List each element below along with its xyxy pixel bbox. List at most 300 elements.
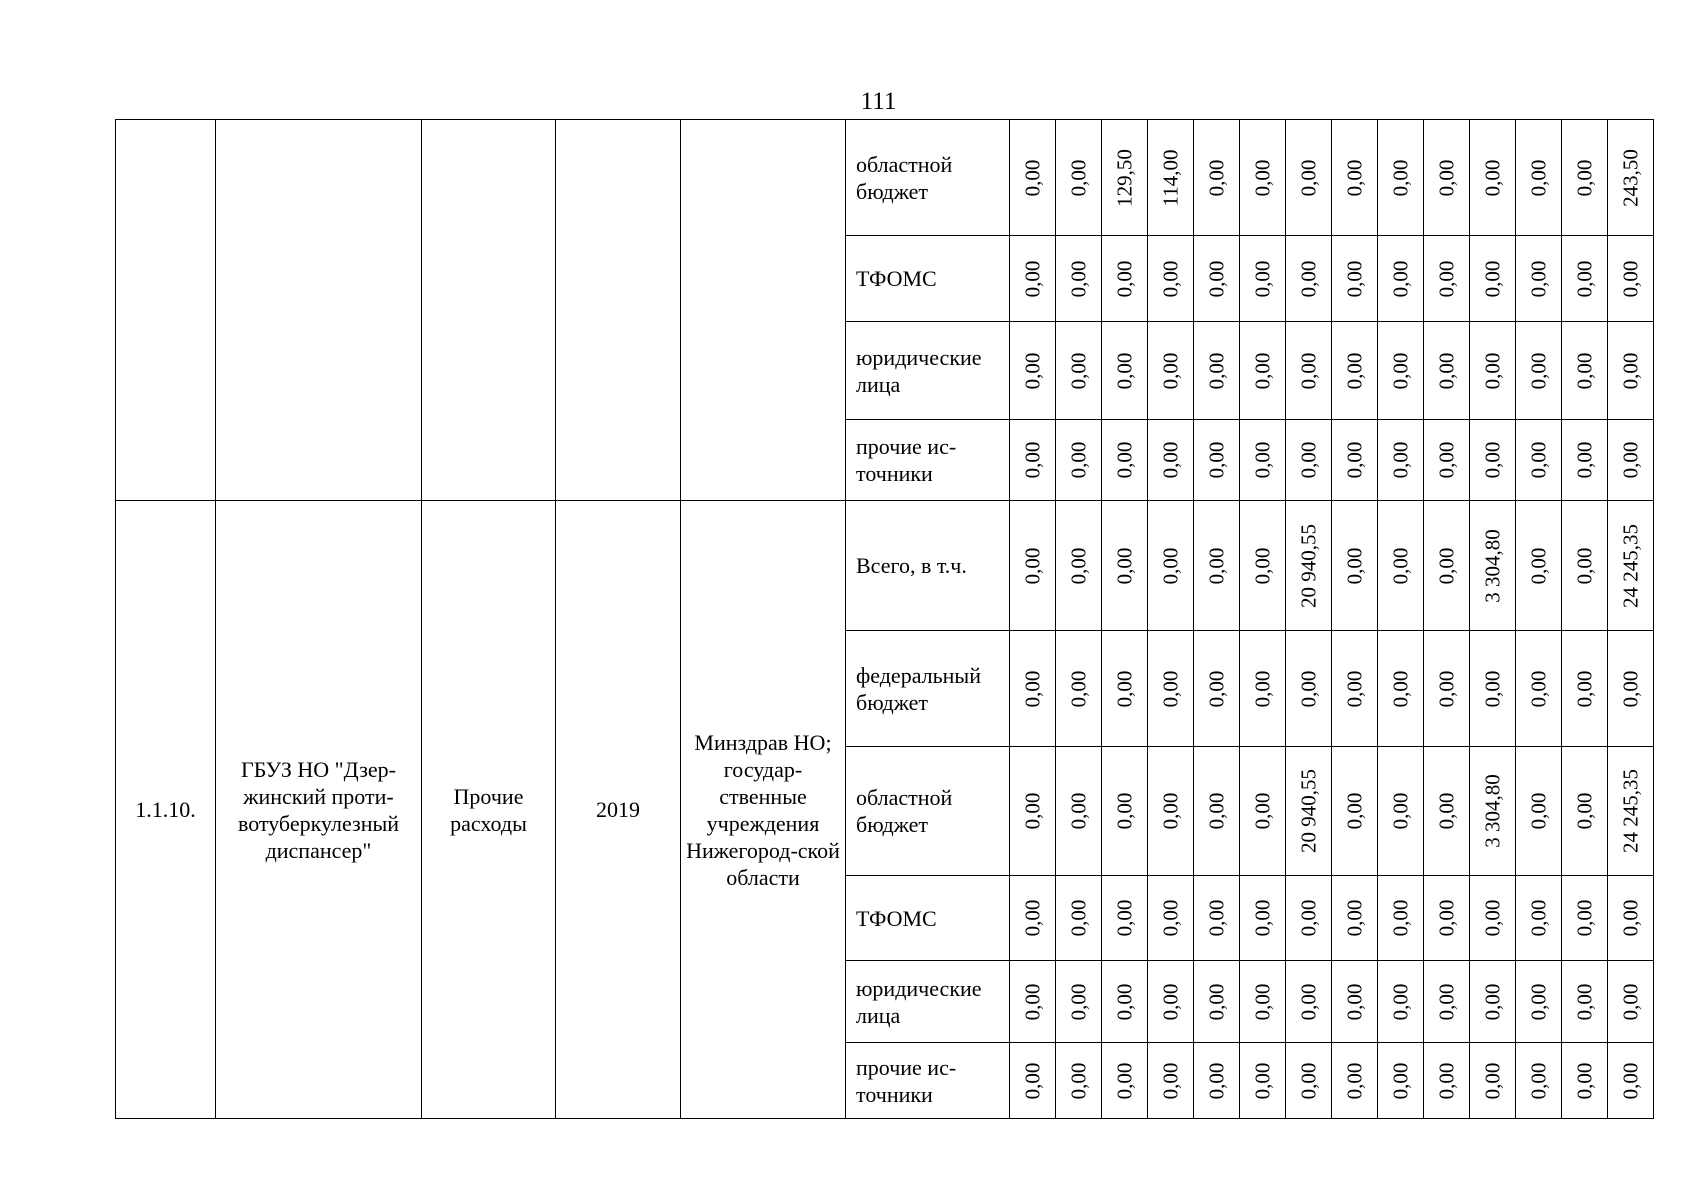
amount-value: 0,00: [1388, 352, 1412, 389]
amount-value: 0,00: [1112, 352, 1136, 389]
amount-value: 0,00: [1618, 1062, 1642, 1099]
funding-source-cell: ТФОМС: [846, 876, 1010, 961]
amount-cell: [1056, 236, 1102, 322]
amount-value: 0,00: [1250, 352, 1274, 389]
amount-cell: [1424, 747, 1470, 876]
amount-value: 0,00: [1250, 899, 1274, 937]
amount-value: 0,00: [1020, 352, 1044, 389]
amount-cell: [1010, 501, 1056, 631]
amount-value: 0,00: [1480, 159, 1504, 196]
amount-cell: [1148, 1043, 1194, 1119]
amount-cell: [1378, 876, 1424, 961]
amount-value: 0,00: [1020, 899, 1044, 937]
amount-value: 0,00: [1158, 547, 1182, 584]
amount-cell: [1608, 322, 1654, 420]
amount-value: 0,00: [1296, 159, 1320, 196]
amount-value: 0,00: [1112, 899, 1136, 937]
amount-value: 0,00: [1388, 670, 1412, 707]
amount-cell: [1378, 420, 1424, 501]
amount-value: 0,00: [1618, 899, 1642, 937]
amount-cell: [1470, 961, 1516, 1043]
amount-cell: [1562, 631, 1608, 747]
amount-value: 0,00: [1066, 260, 1090, 297]
amount-cell: [1516, 876, 1562, 961]
amount-cell: [1286, 631, 1332, 747]
amount-cell: [1378, 1043, 1424, 1119]
amount-cell: [1194, 420, 1240, 501]
amount-value: 0,00: [1480, 352, 1504, 389]
amount-cell: [1562, 961, 1608, 1043]
amount-value: 0,00: [1388, 899, 1412, 937]
amount-value: 0,00: [1158, 670, 1182, 707]
amount-cell: [1424, 322, 1470, 420]
amount-cell: [1286, 120, 1332, 236]
funding-source-cell: федеральный бюджет: [846, 631, 1010, 747]
amount-cell: [1332, 747, 1378, 876]
amount-cell: [1102, 120, 1148, 236]
amount-cell: [1332, 501, 1378, 631]
amount-cell: [1470, 420, 1516, 501]
amount-cell: [1194, 322, 1240, 420]
amount-value: 0,00: [1296, 983, 1320, 1020]
amount-value: 0,00: [1572, 260, 1596, 297]
number-cell: [116, 120, 216, 501]
amount-value: 0,00: [1158, 899, 1182, 937]
amount-value: 0,00: [1342, 1062, 1366, 1099]
amount-value: 0,00: [1066, 159, 1090, 196]
amount-value: 0,00: [1480, 1062, 1504, 1099]
funding-source-cell: юридические лица: [846, 961, 1010, 1043]
amount-cell: [1286, 1043, 1332, 1119]
amount-value: 0,00: [1480, 670, 1504, 707]
amount-cell: [1470, 631, 1516, 747]
amount-value: 0,00: [1204, 352, 1228, 389]
funding-source-cell: областной бюджет: [846, 120, 1010, 236]
amount-value: 0,00: [1066, 792, 1090, 830]
funding-source-cell: прочие ис-точники: [846, 1043, 1010, 1119]
amount-value: 0,00: [1020, 670, 1044, 707]
amount-value: 0,00: [1112, 670, 1136, 707]
amount-cell: [1240, 236, 1286, 322]
amount-cell: [1240, 631, 1286, 747]
amount-cell: [1562, 1043, 1608, 1119]
funding-source-cell: ТФОМС: [846, 236, 1010, 322]
amount-value: 0,00: [1434, 983, 1458, 1020]
amount-value: 0,00: [1434, 670, 1458, 707]
amount-cell: [1194, 961, 1240, 1043]
amount-value: 0,00: [1204, 983, 1228, 1020]
amount-cell: [1516, 501, 1562, 631]
amount-value: 0,00: [1020, 260, 1044, 297]
amount-value: 0,00: [1296, 1062, 1320, 1099]
amount-value: 129,50: [1112, 148, 1136, 207]
amount-value: 0,00: [1112, 547, 1136, 584]
expense-type: Прочие расходы: [422, 501, 556, 1119]
amount-value: 0,00: [1296, 352, 1320, 389]
amount-cell: [1332, 322, 1378, 420]
amount-cell: [1608, 961, 1654, 1043]
amount-cell: [1194, 236, 1240, 322]
amount-value: 0,00: [1526, 670, 1550, 707]
amount-value: 0,00: [1526, 260, 1550, 297]
amount-value: 0,00: [1572, 899, 1596, 937]
amount-value: 0,00: [1388, 159, 1412, 196]
amount-value: 0,00: [1388, 260, 1412, 297]
amount-value: 0,00: [1066, 899, 1090, 937]
entry-number: 1.1.10.: [116, 501, 216, 1119]
amount-value: 0,00: [1204, 899, 1228, 937]
amount-cell: [1148, 501, 1194, 631]
amount-value: 0,00: [1480, 899, 1504, 937]
name-cell: [216, 120, 422, 501]
amount-value: 0,00: [1066, 1062, 1090, 1099]
amount-cell: [1608, 631, 1654, 747]
amount-value: 0,00: [1342, 260, 1366, 297]
amount-cell: [1378, 120, 1424, 236]
amount-value: 0,00: [1342, 352, 1366, 389]
amount-value: 0,00: [1204, 792, 1228, 830]
amount-cell: [1608, 420, 1654, 501]
amount-cell: [1516, 631, 1562, 747]
amount-cell: [1470, 501, 1516, 631]
amount-value: 0,00: [1342, 899, 1366, 937]
amount-cell: [1148, 961, 1194, 1043]
amount-cell: [1240, 961, 1286, 1043]
amount-cell: [1378, 501, 1424, 631]
amount-value: 0,00: [1434, 899, 1458, 937]
amount-value: 20 940,55: [1296, 769, 1320, 853]
amount-value: 0,00: [1526, 899, 1550, 937]
amount-cell: [1148, 236, 1194, 322]
amount-cell: [1056, 961, 1102, 1043]
amount-cell: [1562, 322, 1608, 420]
amount-cell: [1424, 501, 1470, 631]
amount-value: 0,00: [1480, 441, 1504, 479]
amount-value: 0,00: [1342, 983, 1366, 1020]
amount-cell: [1516, 420, 1562, 501]
amount-cell: [1378, 236, 1424, 322]
amount-value: 0,00: [1526, 547, 1550, 584]
amount-cell: [1286, 322, 1332, 420]
institution-name: ГБУЗ НО "Дзер-жинский проти-вотуберкулезный диспансер": [216, 501, 422, 1119]
amount-cell: [1562, 876, 1608, 961]
amount-cell: [1470, 236, 1516, 322]
funding-source-cell: прочие ис-точники: [846, 420, 1010, 501]
amount-cell: [1424, 120, 1470, 236]
amount-value: 0,00: [1434, 1062, 1458, 1099]
amount-value: 3 304,80: [1480, 774, 1504, 848]
amount-value: 0,00: [1526, 352, 1550, 389]
amount-value: 0,00: [1618, 441, 1642, 479]
amount-value: 0,00: [1158, 983, 1182, 1020]
amount-cell: [1608, 747, 1654, 876]
amount-cell: [1194, 501, 1240, 631]
amount-cell: [1240, 1043, 1286, 1119]
amount-cell: [1056, 501, 1102, 631]
amount-value: 0,00: [1526, 1062, 1550, 1099]
amount-cell: [1010, 747, 1056, 876]
amount-value: 0,00: [1020, 983, 1044, 1020]
amount-cell: [1010, 420, 1056, 501]
amount-cell: [1148, 322, 1194, 420]
amount-cell: [1056, 120, 1102, 236]
amount-value: 0,00: [1572, 547, 1596, 584]
executor: Минздрав НО; государ-ственные учреждения Нижегород-ской области: [681, 501, 846, 1119]
amount-cell: [1240, 322, 1286, 420]
amount-value: 0,00: [1342, 159, 1366, 196]
amount-value: 0,00: [1250, 547, 1274, 584]
amount-value: 3 304,80: [1480, 528, 1504, 603]
amount-cell: [1608, 1043, 1654, 1119]
amount-value: 0,00: [1388, 983, 1412, 1020]
amount-cell: [1608, 236, 1654, 322]
amount-cell: [1102, 1043, 1148, 1119]
amount-cell: [1194, 120, 1240, 236]
amount-value: 0,00: [1204, 547, 1228, 584]
amount-value: 0,00: [1296, 899, 1320, 937]
table-row: [116, 501, 1654, 631]
amount-cell: [1102, 747, 1148, 876]
amount-cell: [1332, 1043, 1378, 1119]
amount-cell: [1562, 501, 1608, 631]
amount-value: 0,00: [1250, 159, 1274, 196]
amount-value: 0,00: [1020, 159, 1044, 196]
amount-cell: [1010, 876, 1056, 961]
amount-cell: [1240, 420, 1286, 501]
amount-value: 0,00: [1158, 441, 1182, 479]
amount-cell: [1562, 420, 1608, 501]
amount-cell: [1056, 747, 1102, 876]
amount-value: 0,00: [1112, 441, 1136, 479]
amount-cell: [1332, 420, 1378, 501]
amount-cell: [1516, 1043, 1562, 1119]
page-number: 111: [860, 88, 897, 115]
amount-value: 0,00: [1342, 670, 1366, 707]
amount-cell: [1470, 876, 1516, 961]
amount-cell: [1378, 631, 1424, 747]
amount-cell: [1240, 120, 1286, 236]
amount-cell: [1148, 631, 1194, 747]
amount-cell: [1608, 501, 1654, 631]
amount-cell: [1148, 747, 1194, 876]
amount-cell: [1056, 631, 1102, 747]
amount-cell: [1056, 876, 1102, 961]
amount-value: 0,00: [1572, 159, 1596, 196]
amount-cell: [1148, 420, 1194, 501]
amount-value: 0,00: [1066, 352, 1090, 389]
amount-value: 0,00: [1526, 441, 1550, 479]
amount-value: 0,00: [1572, 792, 1596, 830]
amount-value: 0,00: [1296, 441, 1320, 479]
amount-cell: [1194, 747, 1240, 876]
amount-value: 0,00: [1020, 792, 1044, 830]
amount-value: 0,00: [1296, 670, 1320, 707]
amount-cell: [1332, 120, 1378, 236]
amount-cell: [1010, 120, 1056, 236]
amount-cell: [1516, 120, 1562, 236]
amount-cell: [1378, 322, 1424, 420]
amount-value: 0,00: [1112, 1062, 1136, 1099]
amount-cell: [1378, 961, 1424, 1043]
amount-value: 0,00: [1020, 1062, 1044, 1099]
amount-value: 0,00: [1342, 792, 1366, 830]
amount-cell: [1608, 120, 1654, 236]
amount-cell: [1608, 876, 1654, 961]
amount-cell: [1516, 236, 1562, 322]
amount-value: 0,00: [1526, 792, 1550, 830]
amount-value: 0,00: [1618, 983, 1642, 1020]
amount-cell: [1470, 322, 1516, 420]
amount-value: 0,00: [1204, 260, 1228, 297]
amount-cell: [1194, 1043, 1240, 1119]
amount-cell: [1240, 501, 1286, 631]
year-cell: [556, 120, 681, 501]
amount-cell: [1102, 420, 1148, 501]
amount-cell: [1148, 876, 1194, 961]
amount-cell: [1424, 961, 1470, 1043]
amount-value: 0,00: [1066, 983, 1090, 1020]
amount-cell: [1010, 322, 1056, 420]
amount-value: 0,00: [1434, 792, 1458, 830]
budget-table: [115, 119, 1654, 1119]
year: 2019: [556, 501, 681, 1119]
amount-cell: [1332, 961, 1378, 1043]
amount-cell: [1286, 961, 1332, 1043]
table-row: [116, 120, 1654, 236]
amount-cell: [1470, 120, 1516, 236]
amount-value: 0,00: [1388, 1062, 1412, 1099]
amount-value: 0,00: [1572, 1062, 1596, 1099]
amount-cell: [1056, 1043, 1102, 1119]
amount-value: 0,00: [1526, 159, 1550, 196]
amount-value: 0,00: [1388, 547, 1412, 584]
amount-value: 0,00: [1434, 260, 1458, 297]
amount-value: 0,00: [1618, 260, 1642, 297]
amount-cell: [1056, 420, 1102, 501]
amount-cell: [1562, 120, 1608, 236]
executor-cell: [681, 120, 846, 501]
amount-value: 0,00: [1388, 792, 1412, 830]
amount-cell: [1010, 961, 1056, 1043]
amount-cell: [1286, 747, 1332, 876]
amount-value: 0,00: [1572, 352, 1596, 389]
amount-value: 0,00: [1434, 547, 1458, 584]
amount-value: 0,00: [1250, 670, 1274, 707]
amount-value: 0,00: [1480, 983, 1504, 1020]
amount-value: 0,00: [1618, 670, 1642, 707]
amount-cell: [1240, 876, 1286, 961]
amount-value: 0,00: [1158, 1062, 1182, 1099]
amount-value: 0,00: [1250, 441, 1274, 479]
amount-cell: [1102, 501, 1148, 631]
amount-cell: [1286, 501, 1332, 631]
amount-cell: [1562, 747, 1608, 876]
amount-cell: [1424, 631, 1470, 747]
amount-cell: [1516, 747, 1562, 876]
amount-cell: [1424, 420, 1470, 501]
amount-value: 0,00: [1342, 547, 1366, 584]
amount-cell: [1286, 236, 1332, 322]
amount-value: 0,00: [1526, 983, 1550, 1020]
funding-source-cell: областной бюджет: [846, 747, 1010, 876]
funding-source-cell: юридические лица: [846, 322, 1010, 420]
amount-cell: [1056, 322, 1102, 420]
amount-cell: [1332, 876, 1378, 961]
amount-cell: [1102, 322, 1148, 420]
amount-value: 0,00: [1158, 260, 1182, 297]
amount-value: 0,00: [1572, 670, 1596, 707]
amount-value: 0,00: [1480, 260, 1504, 297]
amount-value: 0,00: [1112, 260, 1136, 297]
amount-cell: [1102, 631, 1148, 747]
amount-cell: [1010, 1043, 1056, 1119]
amount-value: 0,00: [1250, 260, 1274, 297]
amount-cell: [1194, 631, 1240, 747]
amount-cell: [1470, 747, 1516, 876]
amount-value: 0,00: [1572, 983, 1596, 1020]
amount-cell: [1424, 1043, 1470, 1119]
amount-cell: [1102, 961, 1148, 1043]
amount-value: 20 940,55: [1296, 523, 1320, 608]
amount-cell: [1194, 876, 1240, 961]
amount-value: 0,00: [1204, 670, 1228, 707]
amount-value: 24 245,35: [1618, 769, 1642, 853]
amount-value: 0,00: [1066, 547, 1090, 584]
funding-source-cell: Всего, в т.ч.: [846, 501, 1010, 631]
expense-type-cell: [422, 120, 556, 501]
amount-value: 0,00: [1434, 352, 1458, 389]
amount-value: 0,00: [1572, 441, 1596, 479]
amount-value: 24 245,35: [1618, 523, 1642, 608]
amount-cell: [1102, 236, 1148, 322]
amount-value: 114,00: [1158, 149, 1182, 206]
amount-value: 0,00: [1250, 792, 1274, 830]
amount-value: 0,00: [1250, 1062, 1274, 1099]
amount-value: 0,00: [1388, 441, 1412, 479]
amount-cell: [1010, 236, 1056, 322]
amount-value: 0,00: [1342, 441, 1366, 479]
amount-cell: [1516, 322, 1562, 420]
amount-value: 0,00: [1434, 159, 1458, 196]
amount-value: 0,00: [1112, 792, 1136, 830]
amount-value: 0,00: [1296, 260, 1320, 297]
amount-value: 0,00: [1204, 1062, 1228, 1099]
amount-cell: [1240, 747, 1286, 876]
amount-cell: [1010, 631, 1056, 747]
amount-value: 243,50: [1618, 148, 1642, 207]
amount-value: 0,00: [1020, 441, 1044, 479]
amount-value: 0,00: [1204, 441, 1228, 479]
amount-cell: [1562, 236, 1608, 322]
amount-cell: [1286, 876, 1332, 961]
amount-cell: [1424, 876, 1470, 961]
amount-cell: [1148, 120, 1194, 236]
amount-value: 0,00: [1434, 441, 1458, 479]
amount-cell: [1516, 961, 1562, 1043]
amount-value: 0,00: [1618, 352, 1642, 389]
amount-value: 0,00: [1020, 547, 1044, 584]
amount-cell: [1378, 747, 1424, 876]
amount-cell: [1470, 1043, 1516, 1119]
amount-cell: [1102, 876, 1148, 961]
amount-value: 0,00: [1066, 670, 1090, 707]
amount-cell: [1286, 420, 1332, 501]
amount-cell: [1332, 631, 1378, 747]
amount-cell: [1424, 236, 1470, 322]
amount-value: 0,00: [1158, 352, 1182, 389]
amount-value: 0,00: [1112, 983, 1136, 1020]
amount-value: 0,00: [1066, 441, 1090, 479]
